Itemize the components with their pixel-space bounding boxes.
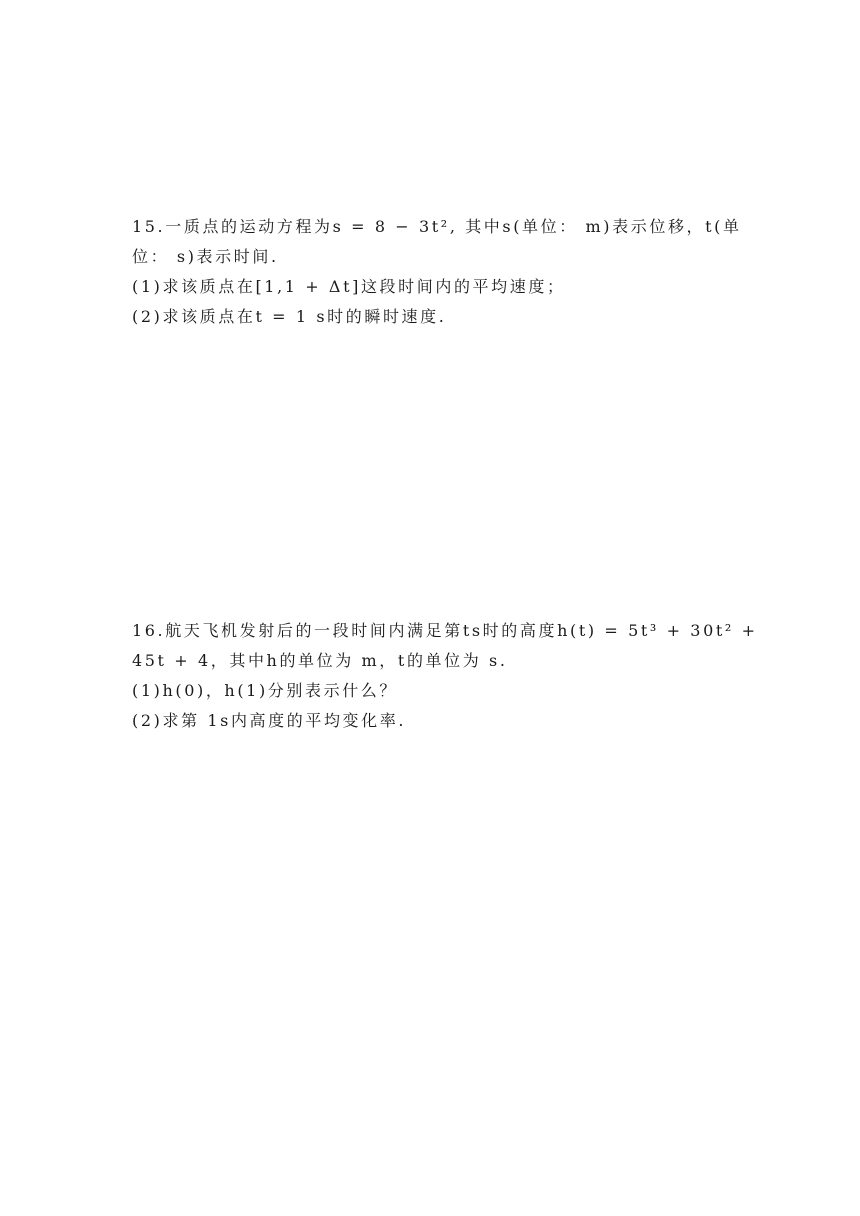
question-15 <box>132 212 742 332</box>
question-16 <box>132 616 758 736</box>
question-15-stem-line-1: 15.一质点的运动方程为s = 8 − 3t², 其中s(单位： m)表示位移，t(单 <box>132 217 742 236</box>
question-16-stem-line-1: 16.航天飞机发射后的一段时间内满足第ts时的高度h(t) = 5t³ + 30t² + <box>132 621 758 640</box>
question-16-stem-line-2: 45t + 4，其中h的单位为 m，t的单位为 s. <box>132 651 508 670</box>
question-15-part-1: (1)求该质点在[1,1 + Δt]这段时间内的平均速度； <box>132 277 566 296</box>
question-16-part-1: (1)h(0)，h(1)分别表示什么？ <box>132 681 399 700</box>
question-16-part-2: (2)求第 1s内高度的平均变化率. <box>132 711 407 730</box>
question-15-part-2: (2)求该质点在t = 1 s时的瞬时速度. <box>132 307 447 326</box>
question-15-stem-line-2: 位： s)表示时间. <box>132 247 279 266</box>
